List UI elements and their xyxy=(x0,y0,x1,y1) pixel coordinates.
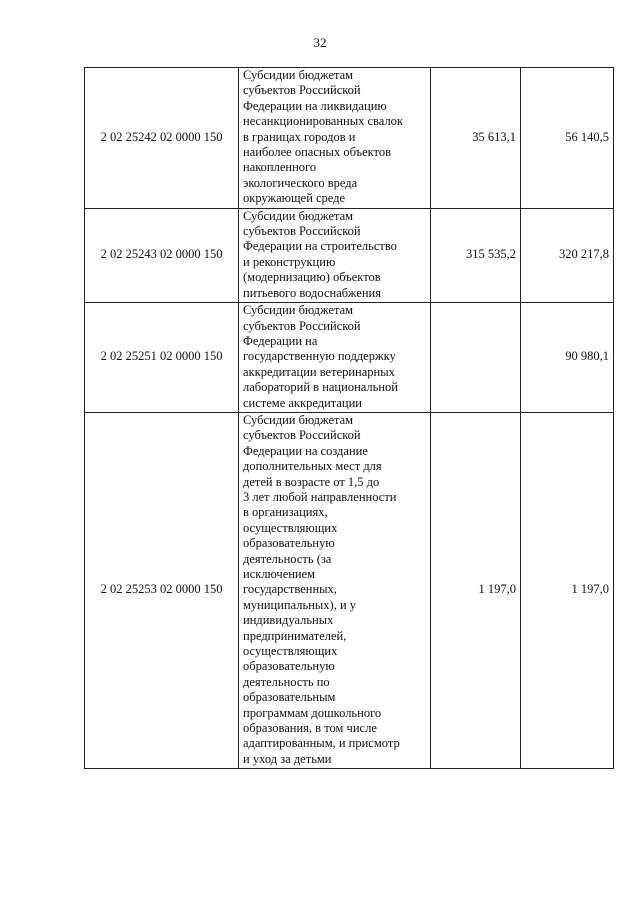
table-row xyxy=(85,412,614,768)
amount-column-2: 90 980,1 xyxy=(521,303,614,413)
budget-table xyxy=(84,67,614,769)
budget-code: 2 02 25251 02 0000 150 xyxy=(85,303,239,413)
table-row xyxy=(85,208,614,302)
amount-column-1 xyxy=(431,303,521,413)
budget-code: 2 02 25253 02 0000 150 xyxy=(85,412,239,768)
amount-column-2: 56 140,5 xyxy=(521,68,614,209)
table-row xyxy=(85,303,614,413)
budget-code: 2 02 25242 02 0000 150 xyxy=(85,68,239,209)
amount-column-1: 1 197,0 xyxy=(431,412,521,768)
page-number: 32 xyxy=(313,35,327,50)
row-description: Субсидии бюджетам субъектов Российской Федерации на строительство и реконструкцию (модернизацию) объектов питьевого водоснабжения xyxy=(239,208,431,302)
amount-column-1: 35 613,1 xyxy=(431,68,521,209)
budget-code: 2 02 25243 02 0000 150 xyxy=(85,208,239,302)
table-row xyxy=(85,68,614,209)
amount-column-1: 315 535,2 xyxy=(431,208,521,302)
row-description: Субсидии бюджетам субъектов Российской Федерации на государственную поддержку аккредитации ветеринарных лабораторий в национальной системе аккредитации xyxy=(239,303,431,413)
amount-column-2: 320 217,8 xyxy=(521,208,614,302)
amount-column-2: 1 197,0 xyxy=(521,412,614,768)
row-description: Субсидии бюджетам субъектов Российской Федерации на создание дополнительных мест для детей в возрасте от 1,5 до 3 лет любой направленности в организациях, осуществляющих образовательную деятельность (за исключением государственных, муниципальных), и у индивидуальных предпринимателей, осуществляющих образовательную деятельность по образовательным программам дошкольного образования, в том числе адаптированным, и присмотр и уход за детьми xyxy=(239,412,431,768)
row-description: Субсидии бюджетам субъектов Российской Федерации на ликвидацию несанкционированных свалок в границах городов и наиболее опасных объектов накопленного экологического вреда окружающей среде xyxy=(239,68,431,209)
